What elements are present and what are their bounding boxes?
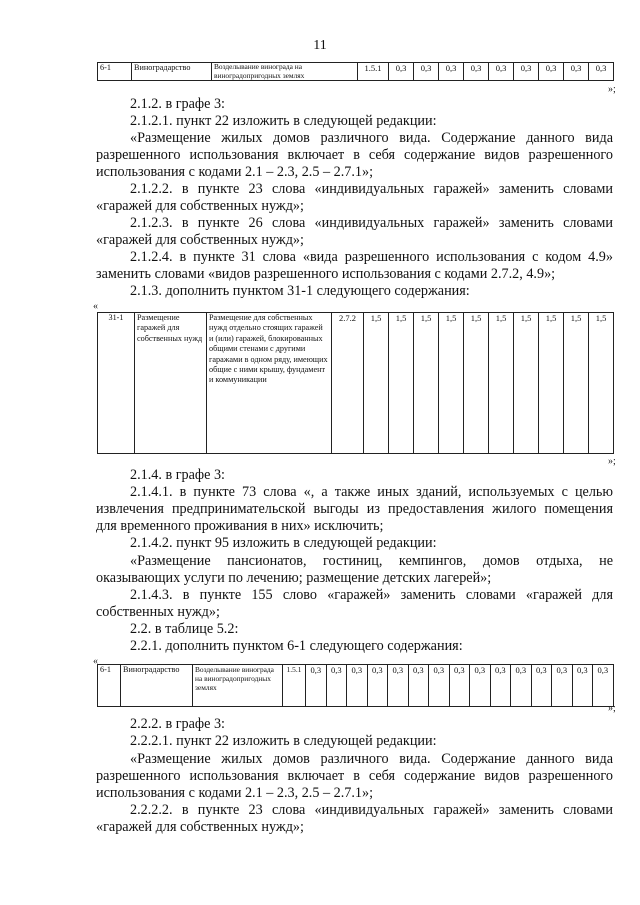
table-cell: 0,3 (489, 63, 514, 81)
text-line: 2.1.4.1. в пункте 73 слова «, а также иных зданий, используемых с целью (130, 484, 613, 500)
table-cell: 0,3 (388, 665, 409, 707)
table-cell: 2.7.2 (332, 313, 364, 454)
paragraph-2-1-2: 2.1.2. в графе 3: (130, 96, 225, 112)
text-line: извлечения предпринимательской выгоды из предоставления жилого помещения (96, 501, 613, 517)
quote-open: « (93, 656, 98, 667)
table-cell: 0,3 (414, 63, 439, 81)
table-row (98, 313, 614, 454)
table-cell: 0,3 (464, 63, 489, 81)
text-line: «гаражей для собственных нужд»; (96, 232, 304, 248)
table-cell: 1,5 (514, 313, 539, 454)
text-line: 2.1.4.3. в пункте 155 слово «гаражей» заменить словами «гаражей для (130, 587, 613, 603)
table-cell: 0,3 (564, 63, 589, 81)
text-line: «Размещение пансионатов, гостиниц, кемпингов, домов отдыха, не (130, 553, 613, 569)
text-line: для временного проживания в них» исключить; (96, 518, 384, 534)
table-cell: 6-1 (98, 665, 121, 707)
table-cell: 0,3 (449, 665, 470, 707)
table-cell: Возделывание винограда на виноградопригодных землях (193, 665, 283, 707)
text-line: «Размещение жилых домов различного вида. Содержание данного вида (130, 130, 613, 146)
table-cell: 0,3 (470, 665, 491, 707)
quote-close: »; (608, 456, 616, 467)
paragraph-2-1-4: 2.1.4. в графе 3: (130, 467, 225, 483)
table-cell: Размещение гаражей для собственных нужд (135, 313, 207, 454)
text-line: использования с кодами 2.1 – 2.3, 2.5 – 2.7.1»; (96, 164, 374, 180)
table-row (98, 63, 614, 81)
table-cell: 1,5 (539, 313, 564, 454)
quote-close: »; (608, 84, 616, 95)
text-line: «гаражей для собственных нужд»; (96, 819, 304, 835)
table-row (98, 665, 614, 707)
paragraph-2-2-2: 2.2.2. в графе 3: (130, 716, 225, 732)
table-cell: 1,5 (414, 313, 439, 454)
table-cell: 0,3 (389, 63, 414, 81)
text-line: разрешенного использования включает в себя содержание видов разрешенного (96, 147, 613, 163)
text-line: 2.2.2.2. в пункте 23 слова «индивидуальных гаражей» заменить словами (130, 802, 613, 818)
table-cell: 1,5 (439, 313, 464, 454)
text-line: использования с кодами 2.1 – 2.3, 2.5 – 2.7.1»; (96, 785, 374, 801)
text-line: «Размещение жилых домов различного вида. Содержание данного вида (130, 751, 613, 767)
text-line: «гаражей для собственных нужд»; (96, 198, 304, 214)
table-cell: Возделывание винограда на виноградопригодных землях (212, 63, 358, 81)
table-cell: 1.5.1 (358, 63, 389, 81)
table-cell: 6-1 (98, 63, 132, 81)
text-line: 2.1.2.2. в пункте 23 слова «индивидуальных гаражей» заменить словами (130, 181, 613, 197)
table-cell: 0,3 (490, 665, 511, 707)
table-cell: 0,3 (593, 665, 614, 707)
text-line: оказывающих услуги по лечению; размещение детских лагерей»; (96, 570, 492, 586)
table-cell: 31-1 (98, 313, 135, 454)
page-number: 11 (313, 38, 327, 53)
table-cell: Виноградарство (121, 665, 193, 707)
table-cell: Виноградарство (132, 63, 212, 81)
paragraph-2-1-4-2: 2.1.4.2. пункт 95 изложить в следующей редакции: (130, 535, 437, 551)
table-cell: 1,5 (589, 313, 614, 454)
text-line: заменить словами «видов разрешенного использования с кодами 2.7.2, 4.9»; (96, 266, 556, 282)
table-cell: 0,3 (514, 63, 539, 81)
paragraph-2-2-2-1: 2.2.2.1. пункт 22 изложить в следующей редакции: (130, 733, 437, 749)
quote-close: »; (608, 703, 616, 714)
quote-open: « (93, 301, 98, 312)
table-cell: 1,5 (564, 313, 589, 454)
table-6-1-first (97, 62, 614, 81)
table-cell: 1,5 (489, 313, 514, 454)
table-cell: 0,3 (511, 665, 532, 707)
table-31-1 (97, 312, 614, 454)
table-cell: 0,3 (326, 665, 347, 707)
paragraph-2-1-2-1: 2.1.2.1. пункт 22 изложить в следующей редакции: (130, 113, 437, 129)
table-cell: 0,3 (531, 665, 552, 707)
text-line: 2.1.2.4. в пункте 31 слова «вида разрешенного использования с кодом 4.9» (130, 249, 613, 265)
table-cell: 0,3 (539, 63, 564, 81)
table-cell: Размещение для собственных нужд отдельно стоящих гаражей и (или) гаражей, блокированных общими стенами с другими гаражами в одном ряду, имеющих общие с ними крышу, фундамент и коммуникации (207, 313, 332, 454)
table-cell: 0,3 (429, 665, 450, 707)
table-cell: 1.5.1 (283, 665, 306, 707)
table-cell: 0,3 (408, 665, 429, 707)
table-cell: 0,3 (306, 665, 327, 707)
text-line: 2.1.2.3. в пункте 26 слова «индивидуальных гаражей» заменить словами (130, 215, 613, 231)
table-cell: 1,5 (364, 313, 389, 454)
table-cell: 0,3 (367, 665, 388, 707)
text-line: разрешенного использования включает в себя содержание видов разрешенного (96, 768, 613, 784)
paragraph-2-2: 2.2. в таблице 5.2: (130, 621, 239, 637)
table-cell: 0,3 (439, 63, 464, 81)
table-cell: 0,3 (552, 665, 573, 707)
paragraph-2-1-3: 2.1.3. дополнить пунктом 31-1 следующего содержания: (130, 283, 470, 299)
text-line: собственных нужд»; (96, 604, 220, 620)
table-cell: 0,3 (347, 665, 368, 707)
table-cell: 0,3 (589, 63, 614, 81)
paragraph-2-2-1: 2.2.1. дополнить пунктом 6-1 следующего содержания: (130, 638, 463, 654)
table-cell: 1,5 (389, 313, 414, 454)
table-6-1-second (97, 664, 614, 707)
table-cell: 1,5 (464, 313, 489, 454)
table-cell: 0,3 (572, 665, 593, 707)
